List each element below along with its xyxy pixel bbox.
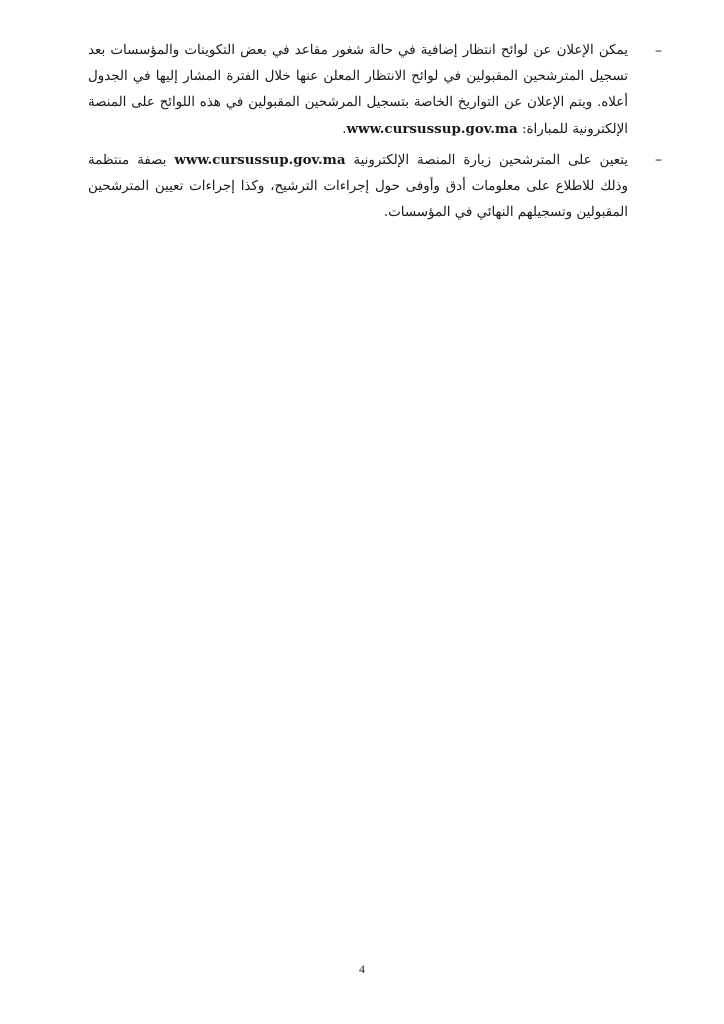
platform-url-link[interactable]: www.cursussup.gov.ma <box>346 121 518 137</box>
paragraph-text: يتعين على المترشحين زيارة المنصة الإلكترونية <box>345 153 628 168</box>
paragraph-text-end: بصفة منتظمة وذلك للاطلاع على معلومات أدق وأوفى حول إجراءات الترشيح، وكذا إجراءات تعيين المترشحين المقبولين وتسجيلهم النهائي في المؤسسات. <box>88 153 628 220</box>
paragraph-text-end: . <box>342 122 347 137</box>
bullet-item-waiting-lists <box>88 38 662 143</box>
page-number: 4 <box>359 962 365 976</box>
bullet-dash: – <box>655 152 662 168</box>
paragraph-text: يمكن الإعلان عن لوائح انتظار إضافية في حالة شغور مقاعد في بعض التكوينات والمؤسسات بعد تسجيل المترشحين المقبولين في لوائح الانتظار المعلن عنها خلال الفترة المشار إليها في الجدول أعلاه. ويتم الإعلان عن التواريخ الخاصة بتسجيل المرشحين المقبولين في هذه اللوائح على المنصة الإلكترونية للمباراة: <box>88 43 628 137</box>
platform-url-link[interactable]: www.cursussup.gov.ma <box>174 152 346 168</box>
bullet-dash: – <box>655 43 662 59</box>
document-body <box>88 38 662 230</box>
bullet-item-visit-platform <box>88 147 662 226</box>
